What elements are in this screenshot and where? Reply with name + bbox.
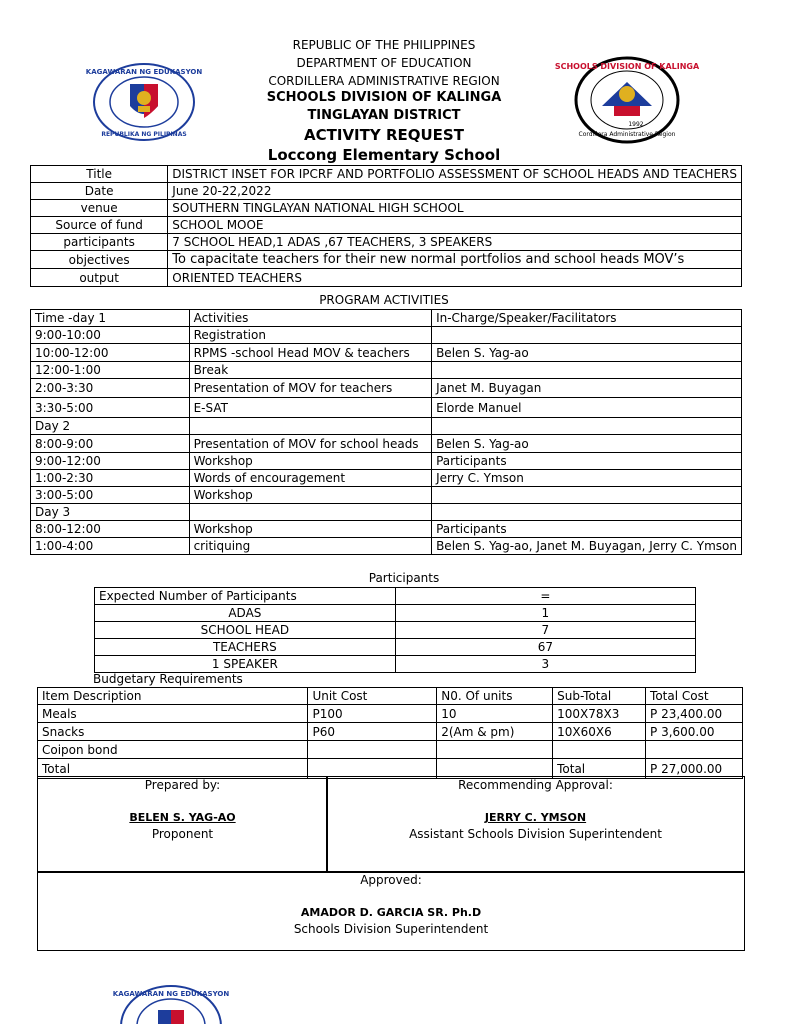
- budget-cell: P60: [308, 723, 437, 741]
- program-cell: 8:00-9:00: [31, 435, 190, 453]
- svg-text:SCHOOLS DIVISION OF KALINGA: SCHOOLS DIVISION OF KALINGA: [554, 62, 700, 71]
- table-row: [31, 470, 742, 487]
- table-row: [95, 588, 696, 605]
- program-cell: Jerry C. Ymson: [432, 470, 742, 487]
- program-cell: Presentation of MOV for teachers: [189, 379, 432, 398]
- svg-text:KAGAWARAN NG EDUKASYON: KAGAWARAN NG EDUKASYON: [85, 68, 203, 76]
- budget-cell: P 3,600.00: [646, 723, 743, 741]
- budget-cell: [646, 741, 743, 759]
- prepared-by-name: BELEN S. YAG-AO: [129, 811, 236, 824]
- prepared-by-role: Proponent: [151, 827, 214, 841]
- program-cell: 3:00-5:00: [31, 487, 190, 504]
- budget-table: [37, 687, 743, 779]
- header-region: CORDILLERA ADMINISTRATIVE REGION: [268, 74, 500, 88]
- participants-cell: 7: [395, 622, 695, 639]
- budget-cell: 100X78X3: [553, 705, 646, 723]
- budget-header: Unit Cost: [308, 688, 437, 705]
- program-cell: [432, 327, 742, 344]
- header-district: TINGLAYAN DISTRICT: [307, 108, 461, 123]
- deped-seal-icon: [85, 62, 203, 142]
- budget-header: N0. Of units: [437, 688, 553, 705]
- budget-cell: [553, 741, 646, 759]
- table-row: [31, 379, 742, 398]
- program-cell: 12:00-1:00: [31, 362, 190, 379]
- table-row: [31, 418, 742, 435]
- table-row: [31, 538, 742, 555]
- school-name: Loccong Elementary School: [267, 146, 501, 164]
- participants-cell: 1 SPEAKER: [95, 656, 396, 673]
- table-row: [38, 741, 743, 759]
- participants-cell: Expected Number of Participants: [95, 588, 396, 605]
- program-cell: critiquing: [189, 538, 432, 555]
- table-row: [31, 327, 742, 344]
- program-cell: 1:00-2:30: [31, 470, 190, 487]
- info-label-title: Title: [31, 166, 168, 183]
- program-cell: [189, 504, 432, 521]
- table-row: [95, 605, 696, 622]
- division-seal-icon: [554, 56, 700, 144]
- svg-text:KAGAWARAN NG EDUKASYON: KAGAWARAN NG EDUKASYON: [112, 990, 230, 998]
- table-row: [95, 622, 696, 639]
- program-cell: Day 3: [31, 504, 190, 521]
- table-row: [95, 656, 696, 673]
- program-cell: 3:30-5:00: [31, 398, 190, 418]
- program-cell: Workshop: [189, 453, 432, 470]
- info-label-date: Date: [31, 183, 168, 200]
- svg-text:1992: 1992: [628, 121, 644, 128]
- program-cell: [432, 362, 742, 379]
- program-cell: Day 2: [31, 418, 190, 435]
- budget-cell: [308, 741, 437, 759]
- participants-cell: 1: [395, 605, 695, 622]
- budget-cell: Meals: [38, 705, 308, 723]
- budget-cell: 10: [437, 705, 553, 723]
- program-cell: Words of encouragement: [189, 470, 432, 487]
- info-table: [30, 165, 742, 287]
- program-cell: Workshop: [189, 521, 432, 538]
- participants-table: [94, 587, 696, 673]
- document-title: ACTIVITY REQUEST: [304, 126, 464, 144]
- budget-cell: P100: [308, 705, 437, 723]
- participants-cell: TEACHERS: [95, 639, 396, 656]
- header-republic: REPUBLIC OF THE PHILIPPINES: [292, 38, 476, 52]
- table-row: [31, 453, 742, 470]
- participants-cell: ADAS: [95, 605, 396, 622]
- program-title: PROGRAM ACTIVITIES: [319, 293, 449, 307]
- info-value-participants: 7 SCHOOL HEAD,1 ADAS ,67 TEACHERS, 3 SPEAKERS: [168, 234, 742, 251]
- program-cell: Belen S. Yag-ao, Janet M. Buyagan, Jerry C. Ymson: [432, 538, 742, 555]
- table-row: [31, 362, 742, 379]
- table-row: [38, 723, 743, 741]
- participants-cell: =: [395, 588, 695, 605]
- program-cell: 2:00-3:30: [31, 379, 190, 398]
- budget-cell: Coipon bond: [38, 741, 308, 759]
- recommending-box: [326, 776, 745, 873]
- table-row: [31, 487, 742, 504]
- budget-header: Sub-Total: [553, 688, 646, 705]
- info-label-participants: participants: [31, 234, 168, 251]
- budget-cell: P 23,400.00: [646, 705, 743, 723]
- budget-cell: Snacks: [38, 723, 308, 741]
- budget-cell: Total: [553, 759, 646, 779]
- recommending-role: Assistant Schools Division Superintendent: [409, 827, 662, 841]
- table-row: [31, 504, 742, 521]
- program-cell: [189, 418, 432, 435]
- table-row: [31, 521, 742, 538]
- budget-cell: P 27,000.00: [646, 759, 743, 779]
- program-cell: 8:00-12:00: [31, 521, 190, 538]
- info-label-fund: Source of fund: [31, 217, 168, 234]
- info-label-venue: venue: [31, 200, 168, 217]
- program-cell: [432, 487, 742, 504]
- participants-cell: SCHOOL HEAD: [95, 622, 396, 639]
- info-value-fund: SCHOOL MOOE: [168, 217, 742, 234]
- budget-cell: 10X60X6: [553, 723, 646, 741]
- program-table: [30, 309, 742, 555]
- budget-title: Budgetary Requirements: [93, 672, 243, 686]
- budget-header: Item Description: [38, 688, 308, 705]
- approved-name: AMADOR D. GARCIA SR. Ph.D: [300, 906, 482, 919]
- program-cell: Participants: [432, 521, 742, 538]
- program-cell: RPMS -school Head MOV & teachers: [189, 344, 432, 362]
- svg-text:Cordillera Administrative Regi: Cordillera Administrative Region: [578, 131, 676, 138]
- header-division: SCHOOLS DIVISION OF KALINGA: [266, 90, 502, 105]
- participants-title: Participants: [368, 571, 440, 585]
- program-cell: 1:00-4:00: [31, 538, 190, 555]
- participants-cell: 3: [395, 656, 695, 673]
- budget-cell: 2(Am & pm): [437, 723, 553, 741]
- info-value-date: June 20-22,2022: [168, 183, 742, 200]
- info-value-title: DISTRICT INSET FOR IPCRF AND PORTFOLIO ASSESSMENT OF SCHOOL HEADS AND TEACHERS: [168, 166, 742, 183]
- program-cell: E-SAT: [189, 398, 432, 418]
- budget-cell: [437, 741, 553, 759]
- budget-cell: Total: [38, 759, 308, 779]
- program-header-time: Time -day 1: [31, 310, 190, 327]
- program-cell: Participants: [432, 453, 742, 470]
- program-cell: Janet M. Buyagan: [432, 379, 742, 398]
- table-row: [38, 705, 743, 723]
- program-cell: 9:00-10:00: [31, 327, 190, 344]
- program-cell: Presentation of MOV for school heads: [189, 435, 432, 453]
- program-cell: Break: [189, 362, 432, 379]
- program-cell: Belen S. Yag-ao: [432, 435, 742, 453]
- program-cell: [432, 418, 742, 435]
- header-deped: DEPARTMENT OF EDUCATION: [296, 56, 472, 70]
- approved-role: Schools Division Superintendent: [293, 922, 489, 936]
- program-cell: 10:00-12:00: [31, 344, 190, 362]
- info-value-objectives: To capacitate teachers for their new normal portfolios and school heads MOV’s: [168, 251, 742, 269]
- recommending-name: JERRY C. YMSON: [484, 811, 587, 824]
- approved-box: [37, 871, 745, 951]
- program-header-activities: Activities: [189, 310, 432, 327]
- table-row: [31, 398, 742, 418]
- info-label-objectives: objectives: [31, 251, 168, 269]
- program-cell: Registration: [189, 327, 432, 344]
- approved-label: Approved:: [360, 873, 422, 887]
- program-cell: 9:00-12:00: [31, 453, 190, 470]
- recommending-label: Recommending Approval:: [458, 778, 613, 792]
- program-cell: Belen S. Yag-ao: [432, 344, 742, 362]
- info-label-output: output: [31, 269, 168, 287]
- program-header-incharge: In-Charge/Speaker/Facilitators: [432, 310, 742, 327]
- program-cell: [432, 504, 742, 521]
- budget-header: Total Cost: [646, 688, 743, 705]
- table-row: [95, 639, 696, 656]
- participants-cell: 67: [395, 639, 695, 656]
- info-value-venue: SOUTHERN TINGLAYAN NATIONAL HIGH SCHOOL: [168, 200, 742, 217]
- program-cell: Workshop: [189, 487, 432, 504]
- table-row: [31, 435, 742, 453]
- table-row: [31, 344, 742, 362]
- prepared-by-label: Prepared by:: [144, 778, 221, 792]
- program-cell: Elorde Manuel: [432, 398, 742, 418]
- prepared-by-box: [37, 776, 328, 873]
- svg-text:REPUBLIKA NG PILIPINAS: REPUBLIKA NG PILIPINAS: [101, 131, 187, 138]
- deped-seal-bottom-icon: [112, 982, 230, 1024]
- info-value-output: ORIENTED TEACHERS: [168, 269, 742, 287]
